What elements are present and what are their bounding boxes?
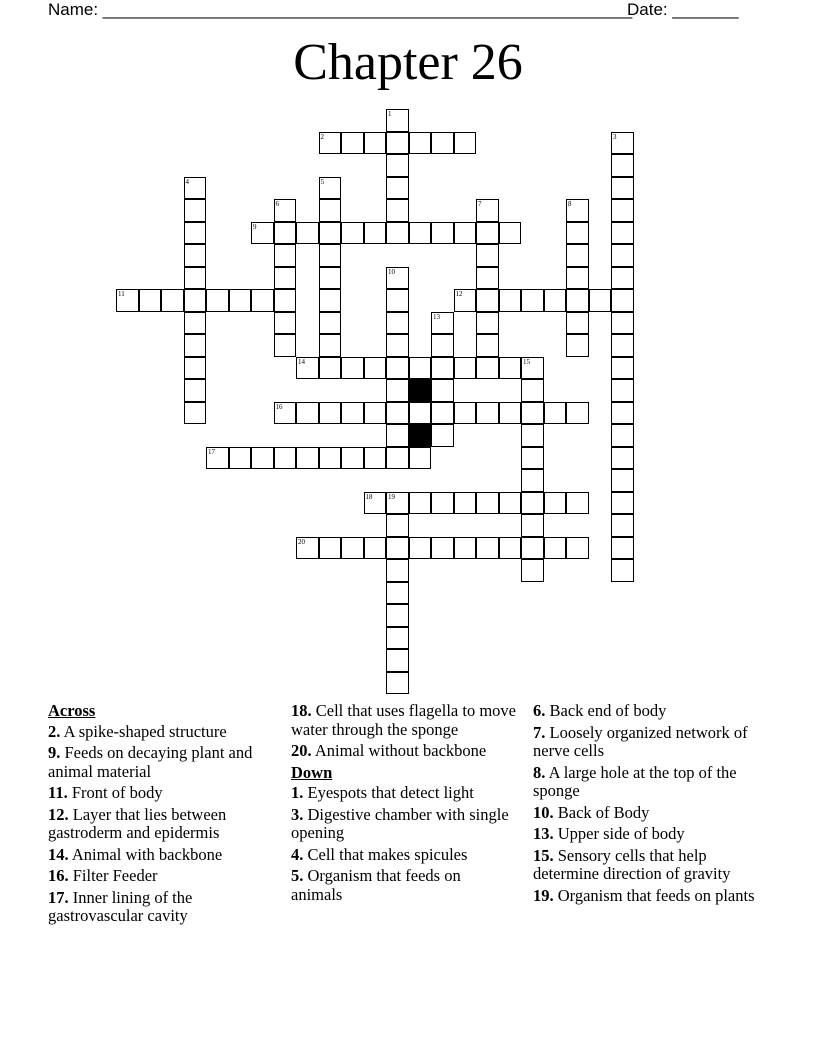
grid-cell[interactable] — [499, 357, 522, 380]
grid-cell[interactable] — [454, 222, 477, 245]
grid-cell[interactable] — [409, 222, 432, 245]
grid-cell[interactable] — [319, 199, 342, 222]
grid-cell[interactable] — [611, 222, 634, 245]
clue-number: 15 — [523, 357, 530, 366]
grid-cell[interactable] — [319, 402, 342, 425]
grid-cell[interactable] — [386, 447, 409, 470]
grid-cell[interactable] — [184, 402, 207, 425]
clue-number: 3 — [613, 132, 617, 141]
grid-cell[interactable] — [409, 357, 432, 380]
grid-cell[interactable] — [364, 132, 387, 155]
grid-cell[interactable] — [229, 447, 252, 470]
clue-item-text: A spike-shaped structure — [60, 721, 227, 741]
grid-cell[interactable] — [611, 379, 634, 402]
grid-cell[interactable] — [611, 267, 634, 290]
grid-cell[interactable] — [184, 222, 207, 245]
grid-cell[interactable] — [184, 244, 207, 267]
grid-cell[interactable] — [431, 222, 454, 245]
grid-cell[interactable] — [431, 132, 454, 155]
clue-item-number: 11. — [48, 783, 68, 802]
clue-item-text: Filter Feeder — [68, 866, 158, 885]
grid-cell[interactable] — [521, 469, 544, 492]
grid-cell[interactable] — [611, 514, 634, 537]
grid-cell[interactable] — [319, 334, 342, 357]
clue-item-text: Front of body — [67, 783, 163, 802]
grid-cell[interactable] — [499, 289, 522, 312]
grid-cell[interactable] — [521, 402, 544, 425]
grid-cell[interactable] — [319, 447, 342, 470]
grid-cell[interactable] — [386, 154, 409, 177]
grid-cell[interactable] — [611, 289, 634, 312]
grid-cell[interactable] — [274, 222, 297, 245]
grid-cell[interactable] — [341, 222, 364, 245]
grid-cell[interactable] — [611, 177, 634, 200]
clue-item-number: 20. — [291, 741, 312, 760]
grid-cell[interactable] — [341, 402, 364, 425]
grid-cell[interactable] — [296, 357, 319, 380]
clue-item-number: 9. — [48, 743, 61, 762]
grid-cell[interactable] — [341, 447, 364, 470]
grid-cell[interactable] — [184, 334, 207, 357]
grid-cell[interactable] — [431, 537, 454, 560]
grid-cell[interactable] — [274, 267, 297, 290]
grid-cell[interactable] — [499, 222, 522, 245]
grid-cell[interactable] — [611, 537, 634, 560]
grid-cell[interactable] — [274, 402, 297, 425]
clue-item-text: Layer that lies between gastroderm and epidermis — [48, 804, 227, 842]
grid-cell[interactable] — [319, 537, 342, 560]
clue-number: 16 — [275, 402, 283, 411]
grid-cell[interactable] — [566, 267, 589, 290]
grid-cell[interactable] — [184, 199, 207, 222]
clue-item-text: Feeds on decaying plant and animal material — [48, 743, 253, 781]
clue-item — [291, 806, 516, 843]
grid-cell[interactable] — [611, 199, 634, 222]
clue-item-number: 15. — [533, 845, 554, 865]
grid-cell[interactable] — [296, 447, 319, 470]
grid-cell[interactable] — [184, 267, 207, 290]
page-title: Chapter 26 — [293, 34, 523, 91]
clue-item-number: 12. — [48, 804, 69, 824]
grid-cell[interactable] — [364, 492, 387, 515]
grid-cell[interactable] — [611, 244, 634, 267]
clue-item-text: Eyespots that detect light — [303, 783, 474, 802]
grid-cell[interactable] — [161, 289, 184, 312]
grid-cell[interactable] — [431, 402, 454, 425]
grid-cell[interactable] — [476, 244, 499, 267]
clue-column-1 — [48, 702, 273, 929]
date-field: Date: _______ — [627, 0, 739, 19]
grid-cell[interactable] — [431, 492, 454, 515]
grid-cell[interactable] — [476, 492, 499, 515]
clue-item-text: Cell that makes spicules — [303, 844, 468, 864]
grid-cell[interactable] — [364, 402, 387, 425]
clue-number: 17 — [208, 447, 215, 456]
grid-cell[interactable] — [386, 627, 409, 650]
grid-cell[interactable] — [431, 334, 454, 357]
grid-cell[interactable] — [589, 289, 612, 312]
clue-item — [533, 702, 758, 721]
grid-cell[interactable] — [454, 289, 477, 312]
clue-item — [533, 887, 758, 906]
grid-cell[interactable] — [431, 379, 454, 402]
grid-cell[interactable] — [611, 447, 634, 470]
grid-cell[interactable] — [364, 537, 387, 560]
grid-cell[interactable] — [454, 402, 477, 425]
grid-cell[interactable] — [476, 222, 499, 245]
grid-cell[interactable] — [274, 334, 297, 357]
grid-cell[interactable] — [454, 537, 477, 560]
grid-cell[interactable] — [521, 537, 544, 560]
grid-cell[interactable] — [386, 379, 409, 402]
clue-item — [533, 804, 758, 823]
clue-item-number: 13. — [533, 824, 554, 843]
clue-number: 5 — [320, 177, 324, 186]
grid-cell[interactable] — [476, 312, 499, 335]
grid-cell[interactable] — [364, 447, 387, 470]
grid-cell[interactable] — [319, 267, 342, 290]
clue-item-number: 1. — [291, 783, 304, 802]
clue-item-text: Inner lining of the gastrovascular cavity — [48, 887, 193, 925]
clue-column-3 — [533, 702, 758, 908]
grid-cell[interactable] — [521, 289, 544, 312]
clue-number: 10 — [388, 267, 395, 276]
across-heading: Across — [48, 701, 96, 720]
grid-cell[interactable] — [566, 199, 589, 222]
grid-cell[interactable] — [521, 357, 544, 380]
grid-cell[interactable] — [386, 514, 409, 537]
clue-item-text: Organism that feeds on animals — [291, 866, 461, 904]
grid-cell[interactable] — [611, 402, 634, 425]
grid-cell[interactable] — [544, 537, 567, 560]
grid-cell[interactable] — [476, 402, 499, 425]
clue-item — [48, 806, 273, 843]
clue-item-number: 18. — [291, 701, 312, 720]
grid-cell[interactable] — [386, 582, 409, 605]
grid-cell[interactable] — [476, 199, 499, 222]
grid-cell[interactable] — [521, 379, 544, 402]
clue-number: 11 — [118, 290, 125, 298]
grid-cell[interactable] — [386, 402, 409, 425]
grid-cell[interactable] — [611, 559, 634, 582]
clue-item — [533, 764, 758, 801]
grid-cell[interactable] — [319, 357, 342, 380]
grid-cell[interactable] — [386, 559, 409, 582]
clue-item-text: Sensory cells that help determine direction of gravity — [533, 845, 731, 883]
clue-item-number: 16. — [48, 866, 69, 885]
clue-number: 18 — [365, 492, 373, 501]
grid-cell[interactable] — [409, 492, 432, 515]
grid-cell[interactable] — [139, 289, 162, 312]
grid-cell[interactable] — [476, 537, 499, 560]
clue-number: 12 — [455, 290, 463, 298]
clue-item-text: Cell that uses flagella to move water through the sponge — [291, 701, 516, 739]
grid-cell[interactable] — [521, 447, 544, 470]
grid-cell[interactable] — [386, 267, 409, 290]
grid-cell[interactable] — [499, 492, 522, 515]
grid-cell[interactable] — [364, 222, 387, 245]
clue-column-2 — [291, 702, 516, 907]
grid-cell[interactable] — [274, 447, 297, 470]
grid-cell[interactable] — [476, 357, 499, 380]
grid-cell[interactable] — [409, 402, 432, 425]
grid-cell[interactable] — [611, 154, 634, 177]
clue-item-text: A large hole at the top of the sponge — [533, 762, 737, 800]
grid-cell[interactable] — [386, 492, 409, 515]
clue-item-text: Loosely organized network of nerve cells — [533, 722, 748, 760]
grid-cell[interactable] — [409, 132, 432, 155]
clue-number: 9 — [253, 222, 257, 231]
clue-item — [291, 702, 516, 739]
grid-cell[interactable] — [386, 334, 409, 357]
clue-item-number: 4. — [291, 844, 304, 864]
clue-number: 2 — [320, 132, 324, 141]
clue-item-number: 14. — [48, 844, 69, 864]
grid-cell[interactable] — [251, 447, 274, 470]
grid-cell[interactable] — [364, 357, 387, 380]
grid-cell[interactable] — [521, 514, 544, 537]
grid-cell[interactable] — [566, 492, 589, 515]
grid-cell[interactable] — [544, 492, 567, 515]
clue-item — [291, 784, 516, 803]
grid-cell[interactable] — [499, 402, 522, 425]
grid-cell[interactable] — [274, 199, 297, 222]
grid-cell[interactable] — [319, 132, 342, 155]
grid-cell[interactable] — [611, 469, 634, 492]
grid-cell[interactable] — [566, 537, 589, 560]
clue-item-text: Digestive chamber with single opening — [291, 804, 509, 842]
grid-cell[interactable] — [386, 312, 409, 335]
grid-cell[interactable] — [544, 289, 567, 312]
grid-cell[interactable] — [229, 289, 252, 312]
grid-cell[interactable] — [274, 312, 297, 335]
clue-item-number: 10. — [533, 802, 554, 822]
clue-item — [291, 846, 516, 865]
grid-cell[interactable] — [611, 492, 634, 515]
grid-cell[interactable] — [521, 424, 544, 447]
grid-cell[interactable] — [544, 402, 567, 425]
grid-cell[interactable] — [386, 357, 409, 380]
grid-cell[interactable] — [566, 312, 589, 335]
clue-item-number: 3. — [291, 804, 304, 824]
clue-item-number: 8. — [533, 762, 546, 782]
clue-number: 4 — [185, 177, 189, 186]
clue-item — [533, 825, 758, 844]
clue-item — [48, 867, 273, 886]
clue-item — [48, 889, 273, 926]
grid-cell[interactable] — [566, 402, 589, 425]
grid-cell[interactable] — [251, 289, 274, 312]
clue-number: 13 — [433, 312, 440, 321]
grid-cell[interactable] — [566, 244, 589, 267]
grid-cell[interactable] — [431, 424, 454, 447]
grid-cell[interactable] — [386, 289, 409, 312]
grid-cell[interactable] — [454, 492, 477, 515]
grid-cell[interactable] — [341, 537, 364, 560]
grid-cell[interactable] — [386, 199, 409, 222]
clue-item-number: 19. — [533, 885, 554, 905]
grid-cell[interactable] — [386, 604, 409, 627]
grid-cell[interactable] — [184, 379, 207, 402]
clue-item — [291, 742, 516, 761]
clue-item-text: Back of Body — [553, 802, 650, 822]
grid-cell[interactable] — [184, 289, 207, 312]
grid-cell[interactable] — [409, 447, 432, 470]
grid-cell[interactable] — [566, 222, 589, 245]
clue-number: 7 — [478, 200, 482, 208]
grid-cell[interactable] — [611, 357, 634, 380]
clue-item-number: 7. — [533, 722, 546, 742]
grid-cell[interactable] — [251, 222, 274, 245]
grid-cell[interactable] — [319, 244, 342, 267]
clue-item — [533, 724, 758, 761]
clue-item-text: Animal without backbone — [311, 741, 487, 760]
black-square — [409, 379, 432, 402]
clue-item — [48, 846, 273, 865]
grid-cell[interactable] — [296, 222, 319, 245]
grid-cell[interactable] — [521, 492, 544, 515]
grid-cell[interactable] — [431, 357, 454, 380]
grid-cell[interactable] — [386, 672, 409, 695]
grid-cell[interactable] — [341, 132, 364, 155]
grid-cell[interactable] — [116, 289, 139, 312]
grid-cell[interactable] — [611, 334, 634, 357]
grid-cell[interactable] — [566, 289, 589, 312]
clue-item-text: Organism that feeds on plants — [553, 885, 755, 905]
grid-cell[interactable] — [274, 289, 297, 312]
clue-item-text: Back end of body — [545, 701, 667, 720]
grid-cell[interactable] — [454, 357, 477, 380]
grid-cell[interactable] — [386, 132, 409, 155]
grid-cell[interactable] — [296, 537, 319, 560]
grid-cell[interactable] — [341, 357, 364, 380]
grid-cell[interactable] — [386, 649, 409, 672]
grid-cell[interactable] — [386, 177, 409, 200]
grid-cell[interactable] — [476, 334, 499, 357]
grid-cell[interactable] — [611, 132, 634, 155]
grid-cell[interactable] — [386, 424, 409, 447]
clue-item — [291, 867, 516, 904]
black-square — [409, 424, 432, 447]
grid-cell[interactable] — [431, 312, 454, 335]
clue-item — [48, 784, 273, 803]
clue-item — [533, 847, 758, 884]
clue-number: 19 — [388, 492, 395, 501]
clue-item-text: Animal with backbone — [68, 844, 223, 864]
grid-cell[interactable] — [206, 447, 229, 470]
grid-cell[interactable] — [319, 177, 342, 200]
grid-cell[interactable] — [611, 424, 634, 447]
grid-cell[interactable] — [319, 289, 342, 312]
clue-number: 14 — [298, 357, 305, 366]
grid-cell[interactable] — [566, 334, 589, 357]
grid-cell[interactable] — [386, 222, 409, 245]
clue-item — [48, 744, 273, 781]
grid-cell[interactable] — [386, 537, 409, 560]
grid-cell[interactable] — [206, 289, 229, 312]
clue-number: 8 — [568, 200, 572, 208]
down-heading: Down — [291, 762, 333, 782]
grid-cell[interactable] — [611, 312, 634, 335]
grid-cell[interactable] — [184, 177, 207, 200]
grid-cell[interactable] — [454, 132, 477, 155]
clue-number: 6 — [275, 200, 279, 208]
grid-cell[interactable] — [521, 559, 544, 582]
clue-item-number: 5. — [291, 866, 304, 885]
name-field: Name: ________________________________________________________ — [48, 0, 633, 19]
grid-cell[interactable] — [296, 402, 319, 425]
clue-number: 20 — [298, 537, 305, 546]
clue-item-number: 6. — [533, 701, 546, 720]
grid-cell[interactable] — [319, 312, 342, 335]
grid-cell[interactable] — [274, 244, 297, 267]
grid-cell[interactable] — [476, 289, 499, 312]
grid-cell[interactable] — [184, 312, 207, 335]
clue-item — [48, 723, 273, 742]
clue-number: 1 — [388, 110, 392, 118]
clue-item-number: 17. — [48, 887, 69, 907]
grid-cell[interactable] — [476, 267, 499, 290]
grid-cell[interactable] — [184, 357, 207, 380]
grid-cell[interactable] — [319, 222, 342, 245]
clue-item-text: Upper side of body — [553, 824, 685, 843]
grid-cell[interactable] — [386, 109, 409, 132]
grid-cell[interactable] — [499, 537, 522, 560]
grid-cell[interactable] — [409, 537, 432, 560]
clue-item-number: 2. — [48, 721, 61, 741]
